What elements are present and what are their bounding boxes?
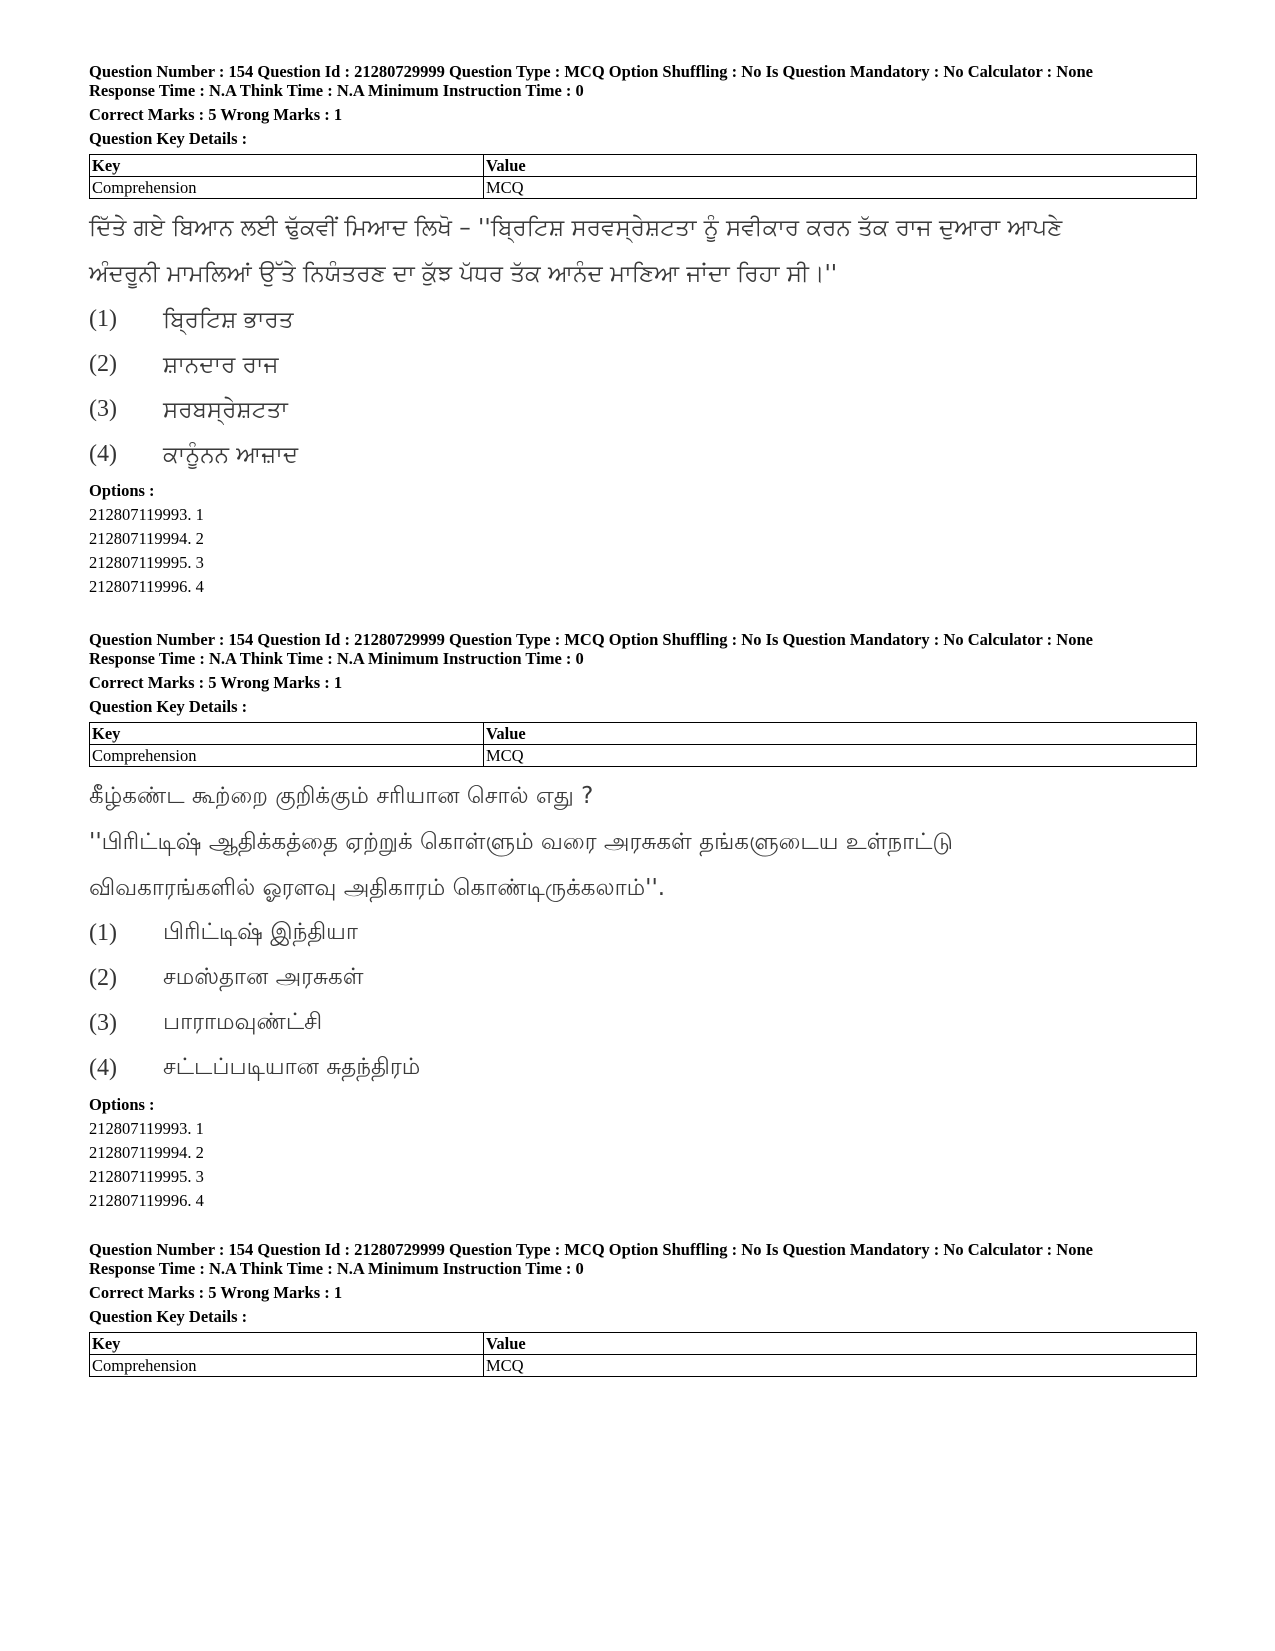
choice-number: (1) bbox=[89, 306, 117, 332]
choice-number: (4) bbox=[89, 1055, 117, 1081]
table-header-key: Key bbox=[90, 1333, 484, 1355]
table-cell-value: MCQ bbox=[484, 1355, 1197, 1377]
choice-number: (3) bbox=[89, 1010, 117, 1036]
choice-item bbox=[89, 387, 1197, 432]
choice-item bbox=[89, 1046, 1197, 1091]
question-block bbox=[89, 630, 1197, 1213]
question-stem-line: விவகாரங்களில் ஓரளவு அதிகாரம் கொண்டிருக்கலாம்''. bbox=[89, 875, 666, 901]
table-row bbox=[90, 1355, 1197, 1377]
question-stem-line: ਅੰਦਰੂਨੀ ਮਾਮਲਿਆਂ ਉੱਤੇ ਨਿਯੰਤਰਣ ਦਾ ਕੁੱਝ ਪੱਧਰ ਤੱਕ ਆਨੰਦ ਮਾਣਿਆ ਜਾਂਦਾ ਰਿਹਾ ਸੀ।'' bbox=[89, 261, 838, 287]
option-line: 212807119995. 3 bbox=[89, 1167, 204, 1186]
option-line: 212807119995. 3 bbox=[89, 553, 204, 572]
choice-text: சமஸ்தான அரசுகள் bbox=[163, 964, 364, 990]
table-header-row bbox=[90, 155, 1197, 177]
table-header-key: Key bbox=[90, 155, 484, 177]
options-label: Options : bbox=[89, 481, 155, 500]
choice-item bbox=[89, 911, 1197, 956]
question-block bbox=[89, 62, 1197, 599]
response-time-line: Response Time : N.A Think Time : N.A Minimum Instruction Time : 0 bbox=[89, 1259, 584, 1278]
question-image bbox=[89, 773, 1197, 1091]
choice-number: (1) bbox=[89, 920, 117, 946]
options-label: Options : bbox=[89, 1095, 155, 1114]
choice-number: (2) bbox=[89, 351, 117, 377]
table-header-value: Value bbox=[484, 155, 1197, 177]
choice-item bbox=[89, 432, 1197, 477]
key-details-label: Question Key Details : bbox=[89, 697, 248, 716]
response-time-line: Response Time : N.A Think Time : N.A Minimum Instruction Time : 0 bbox=[89, 649, 584, 668]
choice-text: ਸ਼ਾਨਦਾਰ ਰਾਜ bbox=[163, 351, 279, 378]
marks-line: Correct Marks : 5 Wrong Marks : 1 bbox=[89, 673, 343, 692]
table-header-key: Key bbox=[90, 723, 484, 745]
option-line: 212807119993. 1 bbox=[89, 1119, 204, 1138]
table-cell-key: Comprehension bbox=[90, 745, 484, 767]
choice-text: பாராமவுண்ட்சி bbox=[163, 1009, 323, 1035]
marks-line: Correct Marks : 5 Wrong Marks : 1 bbox=[89, 105, 343, 124]
choice-text: ਕਾਨੂੰਨਨ ਆਜ਼ਾਦ bbox=[163, 441, 299, 468]
table-cell-value: MCQ bbox=[484, 177, 1197, 199]
option-line: 212807119996. 4 bbox=[89, 1191, 204, 1210]
choice-text: ਸਰਬਸ੍ਰੇਸ਼ਟਤਾ bbox=[163, 396, 288, 423]
question-stem-line: கீழ்கண்ட கூற்றை குறிக்கும் சரியான சொல் எது ? bbox=[89, 783, 594, 809]
choice-number: (4) bbox=[89, 441, 117, 467]
key-details-table bbox=[89, 154, 1197, 199]
choice-text: சட்டப்படியான சுதந்திரம் bbox=[163, 1054, 421, 1080]
table-header-row bbox=[90, 1333, 1197, 1355]
choice-item bbox=[89, 297, 1197, 342]
question-meta-line: Question Number : 154 Question Id : 21280729999 Question Type : MCQ Option Shuffling : No Is Question Mandatory : No Calculator : None bbox=[89, 630, 1093, 649]
question-meta-line: Question Number : 154 Question Id : 21280729999 Question Type : MCQ Option Shuffling : No Is Question Mandatory : No Calculator : None bbox=[89, 1240, 1093, 1259]
question-block bbox=[89, 1240, 1197, 1377]
table-header-row bbox=[90, 723, 1197, 745]
question-stem-line: ਦਿੱਤੇ ਗਏ ਬਿਆਨ ਲਈ ਢੁੱਕਵੀਂ ਮਿਆਦ ਲਿਖੋ – ''ਬ੍ਰਿਟਿਸ਼ ਸਰਵਸ੍ਰੇਸ਼ਟਤਾ ਨੂੰ ਸਵੀਕਾਰ ਕਰਨ ਤੱਕ ਰਾਜ ਦੁਆਰਾ ਆਪਣੇ bbox=[89, 215, 1063, 241]
option-line: 212807119994. 2 bbox=[89, 1143, 204, 1162]
table-row bbox=[90, 745, 1197, 767]
table-cell-key: Comprehension bbox=[90, 177, 484, 199]
choice-number: (2) bbox=[89, 965, 117, 991]
key-details-label: Question Key Details : bbox=[89, 129, 248, 148]
choice-item bbox=[89, 342, 1197, 387]
choice-number: (3) bbox=[89, 396, 117, 422]
choice-text: பிரிட்டிஷ் இந்தியா bbox=[163, 919, 358, 945]
choice-item bbox=[89, 956, 1197, 1001]
response-time-line: Response Time : N.A Think Time : N.A Minimum Instruction Time : 0 bbox=[89, 81, 584, 100]
key-details-table bbox=[89, 1332, 1197, 1377]
option-line: 212807119994. 2 bbox=[89, 529, 204, 548]
key-details-label: Question Key Details : bbox=[89, 1307, 248, 1326]
option-line: 212807119993. 1 bbox=[89, 505, 204, 524]
table-header-value: Value bbox=[484, 1333, 1197, 1355]
table-row bbox=[90, 177, 1197, 199]
table-cell-key: Comprehension bbox=[90, 1355, 484, 1377]
key-details-table bbox=[89, 722, 1197, 767]
table-cell-value: MCQ bbox=[484, 745, 1197, 767]
option-line: 212807119996. 4 bbox=[89, 577, 204, 596]
marks-line: Correct Marks : 5 Wrong Marks : 1 bbox=[89, 1283, 343, 1302]
choice-item bbox=[89, 1001, 1197, 1046]
question-meta-line: Question Number : 154 Question Id : 21280729999 Question Type : MCQ Option Shuffling : No Is Question Mandatory : No Calculator : None bbox=[89, 62, 1093, 81]
question-stem-line: ''பிரிட்டிஷ் ஆதிக்கத்தை ஏற்றுக் கொள்ளும் வரை அரசுகள் தங்களுடைய உள்நாட்டு bbox=[89, 829, 953, 855]
choice-text: ਬ੍ਰਿਟਿਸ਼ ਭਾਰਤ bbox=[163, 306, 294, 333]
question-image bbox=[89, 205, 1197, 477]
table-header-value: Value bbox=[484, 723, 1197, 745]
